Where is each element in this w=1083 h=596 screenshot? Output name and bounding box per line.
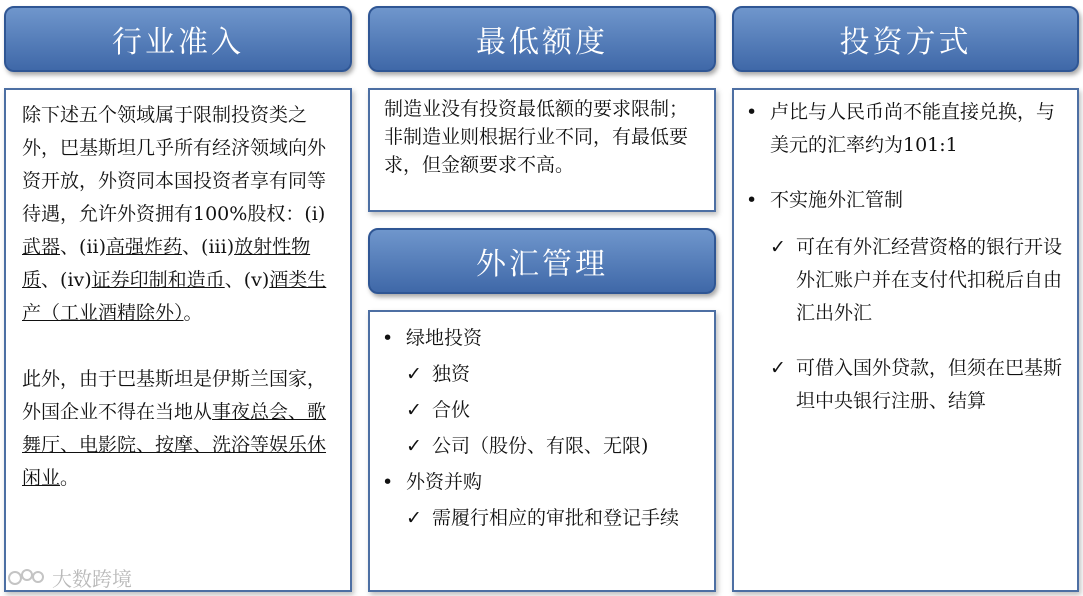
entry-paragraph-2: 此外，由于巴基斯坦是伊斯兰国家，外国企业不得在当地从事夜总会、歌舞厅、电影院、按摩、洗浴等娱乐休闲业。: [22, 368, 327, 489]
restricted-weapons: 武器: [22, 236, 61, 258]
restricted-radioactive: 放射性物质: [22, 236, 311, 291]
checkmark-icon: ✓: [770, 357, 786, 379]
checkmark-icon: ✓: [770, 236, 786, 258]
invest-bullet-no-control: • 不实施外汇管制: [740, 184, 1065, 217]
bullet-icon: •: [746, 189, 758, 211]
watermark-logo-icon: [8, 567, 48, 589]
watermark: [8, 563, 132, 592]
bullet-icon: •: [382, 327, 394, 349]
watermark-text: 大数跨境: [52, 567, 132, 591]
restricted-currency: 证券印制和造币: [91, 269, 225, 291]
header-entry-label: 行业准入: [112, 25, 244, 60]
forex-bullet-ma: • 外资并购: [376, 464, 710, 500]
forex-bullet-greenfield: • 绿地投资: [376, 320, 710, 356]
checkmark-icon: ✓: [406, 435, 422, 457]
forex-check-item: ✓ 独资: [376, 356, 710, 392]
header-forex: [368, 228, 716, 294]
investment-box: [732, 88, 1079, 592]
header-min-amount-label: 最低额度: [476, 25, 608, 60]
checkmark-icon: ✓: [406, 399, 422, 421]
header-forex-label: 外汇管理: [476, 247, 608, 282]
bullet-icon: •: [382, 471, 394, 493]
invest-bullet-exchange: • 卢比与人民币尚不能直接兑换，与美元的汇率约为101:1: [740, 96, 1065, 162]
header-investment: [732, 6, 1079, 72]
forex-check-item: ✓ 公司（股份、有限、无限): [376, 428, 710, 464]
header-entry: [4, 6, 352, 72]
entry-paragraph-1: 除下述五个领域属于限制投资类之外，巴基斯坦几乎所有经济领域向外资开放，外资同本国投资者享有同等待遇，允许外资拥有100%股权：(i)武器、(ii)高强炸药、(iii)放射性物质、(iv)证券印制和造币、(v)酒类生产（工业酒精除外）。: [22, 104, 327, 324]
header-min-amount: [368, 6, 716, 72]
min-amount-text: 制造业没有投资最低额的要求限制；非制造业则根据行业不同，有最低要求，但金额要求不高。: [384, 98, 689, 176]
invest-check-loan: ✓ 可借入国外贷款，但须在巴基斯坦中央银行注册、结算: [740, 352, 1065, 418]
forex-box: [368, 310, 716, 592]
invest-check-account: ✓ 可在有外汇经营资格的银行开设外汇账户并在支付代扣税后自由汇出外汇: [740, 231, 1065, 330]
bullet-icon: •: [746, 101, 758, 123]
forex-check-item: ✓ 需履行相应的审批和登记手续: [376, 500, 710, 536]
min-amount-box: [368, 88, 716, 212]
forex-check-item: ✓ 合伙: [376, 392, 710, 428]
checkmark-icon: ✓: [406, 507, 422, 529]
restricted-explosives: 高强炸药: [106, 236, 183, 258]
restricted-alcohol: 酒类生产（工业酒精除外）: [22, 269, 327, 324]
header-investment-label: 投资方式: [839, 25, 972, 60]
entry-box: [4, 88, 352, 592]
checkmark-icon: ✓: [406, 363, 422, 385]
restricted-entertainment: 事夜总会、歌舞厅、电影院、按摩、洗浴等娱乐休闲业: [22, 401, 327, 489]
